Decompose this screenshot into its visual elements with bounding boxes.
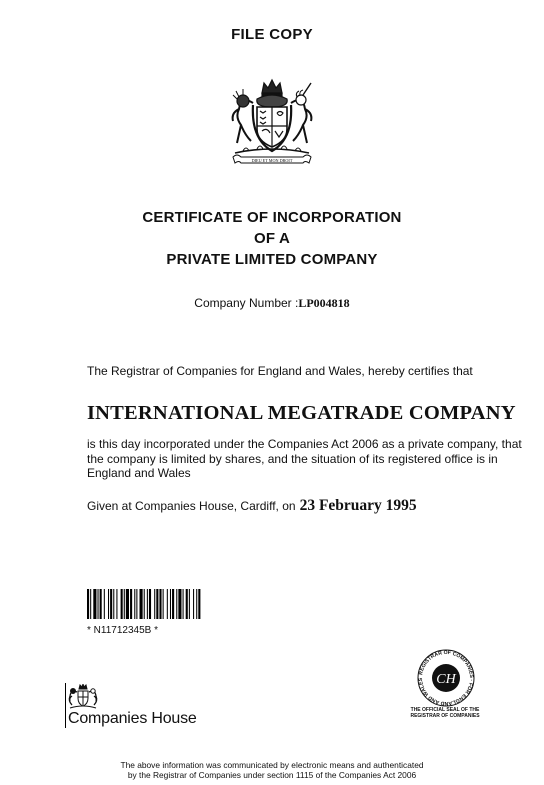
motto-text: DIEU ET MON DROIT (251, 158, 293, 163)
seal-caption-line-2: REGISTRAR OF COMPANIES (410, 713, 480, 719)
footer-line-2: by the Registrar of Companies under section 1115 of the Companies Act 2006 (127, 770, 417, 780)
file-copy-heading: FILE COPY (231, 26, 313, 43)
certificate-title-line-3: PRIVATE LIMITED COMPANY (166, 251, 378, 268)
seal-monogram: CH (436, 672, 456, 687)
given-at-text: Given at Companies House, Cardiff, on (87, 499, 296, 513)
seal-caption (395, 707, 495, 719)
certificate-title-line-2: OF A (253, 230, 291, 247)
footer-authentication-note (0, 760, 544, 780)
seal-ring-text: REGISTRAR OF COMPANIES · FOR ENGLAND AND WALES (417, 649, 475, 707)
registrar-intro-text: The Registrar of Companies for England and Wales, hereby certifies that (87, 364, 473, 378)
royal-crest-icon (66, 684, 100, 710)
seal-caption-line-1: THE OFFICIAL SEAL OF THE (410, 707, 480, 713)
company-number-value: LP004818 (298, 296, 350, 310)
companies-house-label: Companies House (68, 710, 197, 727)
footer-line-1: The above information was communicated by electronic means and authenticated (120, 760, 424, 770)
barcode-icon (87, 589, 285, 619)
company-number-label: Company Number : (194, 296, 299, 310)
company-name: INTERNATIONAL MEGATRADE COMPANY (87, 402, 516, 424)
company-number-row (0, 296, 544, 311)
given-at-row (87, 497, 417, 515)
royal-coat-of-arms-icon (217, 73, 327, 165)
official-seal-icon (410, 648, 482, 708)
incorporation-statement: is this day incorporated under the Companies Act 2006 as a private company, that the company is limited by shares, and the situation of its registered office is in England and Wales (87, 437, 522, 480)
incorporation-date: 23 February 1995 (299, 497, 417, 514)
certificate-title-line-1: CERTIFICATE OF INCORPORATION (142, 209, 402, 226)
barcode-number: * N11712345B * (87, 625, 158, 636)
